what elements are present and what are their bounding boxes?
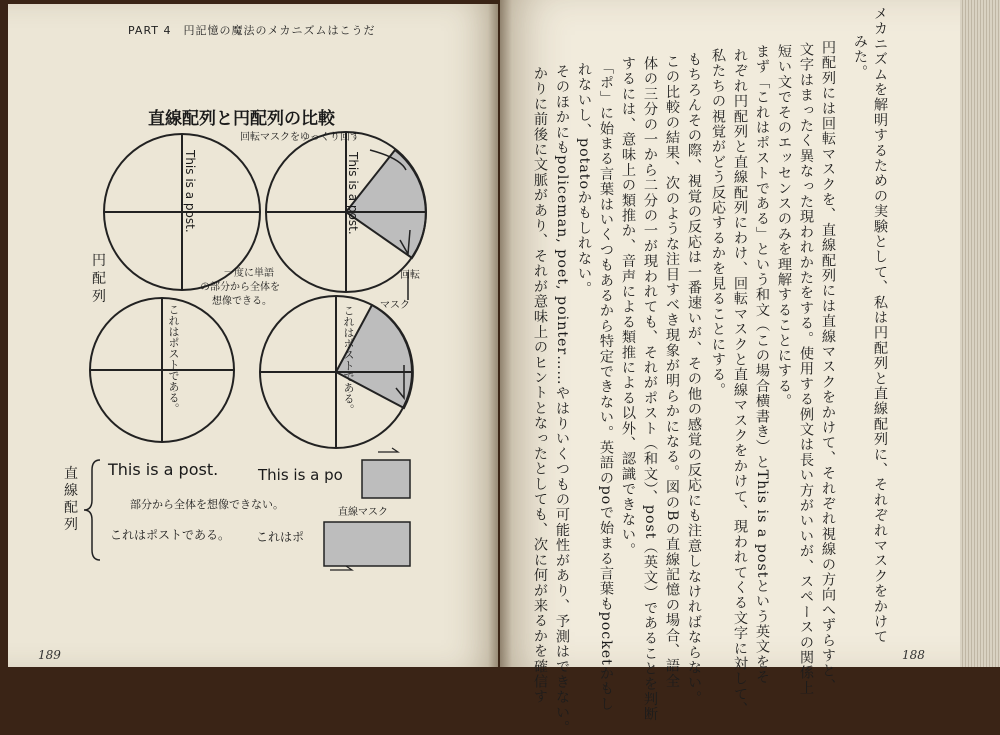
linear-note: 部分から全体を想像できない。 <box>130 498 284 511</box>
text-column: かりに前後に文脈があり、それが意味上のヒントとなったとしても、次に何が来るかを確信す <box>532 66 548 705</box>
linear-english: This is a post. <box>108 460 219 479</box>
text-column: メカニズムを解明するための実験として、私は円配列と直線配列に、それぞれマスクをかけて <box>872 6 888 645</box>
figure-title: 直線配列と円配列の比較 <box>148 109 335 129</box>
text-column: 体の三分の一から二分の一が現われても、それがポスト（和文）、post（英文）であることを判断 <box>642 56 658 722</box>
text-column: 「ポ」に始まる言葉はいくつもあるから特定できない。英語のpoで始まる言葉もpocketかもし <box>598 60 614 712</box>
text-column: この比較の結果、次のような注目すべき現象が明らかになる。図のBの直線記憶の場合、語全 <box>664 54 680 689</box>
linear-english-partial: This is a po <box>258 466 343 484</box>
text-column: 円配列には回転マスクを、直線配列には直線マスクをかけて、それぞれ視線の方向へずらすと、 <box>820 40 836 694</box>
circle1-text: This is a post. <box>183 150 197 233</box>
text-column: そのほかにもpoliceman, poet, pointer……やはりいくつもの可能性があり、予測はできない。 <box>554 64 570 735</box>
linear-array-label: 直線配列 <box>64 466 78 533</box>
text-column: れないし、potatoかもしれない。 <box>576 62 592 297</box>
mask-label-1: 回転 <box>400 270 420 281</box>
text-column: 短い文でそのエッセンスのみを理解することにする。 <box>776 44 792 409</box>
text-column: れぞれ円配列と直線配列にわけ、回転マスクと直線マスクをかけて、現われてくる文字に対して、 <box>732 48 748 717</box>
running-header: PART 4 円記憶の魔法のメカニズムはこうだ <box>128 24 376 37</box>
page-number-right: 188 <box>902 648 925 662</box>
whole-note-1: 一度に単語 <box>224 268 274 279</box>
linear-japanese: これはポストである。 <box>110 528 231 542</box>
circle-3 <box>90 298 234 442</box>
text-column: みた。 <box>852 34 868 80</box>
text-column: 文字はまったく異なった現われかたをする。使用する例文は長い方がいいが、スペースの関係上 <box>798 42 814 696</box>
whole-note-2: の部分から全体を <box>200 282 280 293</box>
text-column: もちろんその際、視覚の反応は一番速いが、その他の感覚の反応にも注意しなければならない。 <box>686 52 702 706</box>
circle2-text: This is a post. <box>346 152 360 235</box>
page-number-left: 189 <box>38 648 61 662</box>
text-column: まず「これはポストである」という和文（この場合横書き）とThis is a postという英文をそ <box>754 44 770 685</box>
circle4-text: これはポストである。 <box>342 305 355 415</box>
whole-note-3: 想像できる。 <box>212 296 272 307</box>
linear-mask-label: 直線マスク <box>338 507 388 518</box>
mask-label-2: マスク <box>380 300 410 311</box>
circle3-text: これはポストである。 <box>167 304 180 414</box>
text-column: 私たちの視覚がどう反応するかを見ることにする。 <box>710 48 726 398</box>
rotate-note: 回転マスクをゆっくり回す <box>240 132 360 143</box>
linear-japanese-partial: これはポ <box>256 530 305 544</box>
circle-array-label: 円配列 <box>92 253 106 305</box>
circle-4 <box>260 296 413 448</box>
text-column: するには、意味上の類推か、音声による類推による以外、認識できない。 <box>620 56 636 558</box>
